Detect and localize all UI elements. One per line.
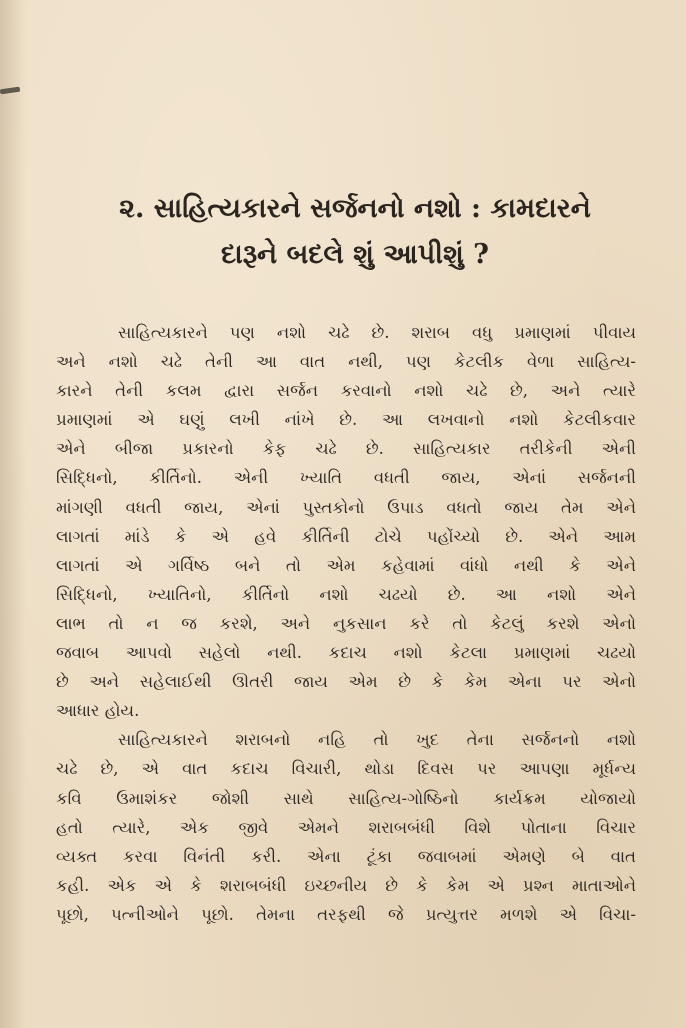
text-line: છે અને સહેલાઈથી ઊતરી જાય એમ છે કે કેમ એના પર એનો	[56, 672, 636, 692]
text-line: લાગતાં માંડે કે એ હવે કીર્તિની ટોચે પહોંચ્યો છે. એને આમ	[56, 526, 636, 546]
text-line: અને નશો ચઢે તેની આ વાત નથી, પણ કેટલીક વેળા સાહિત્ય-	[56, 352, 636, 372]
text-line: કહી. એક એ કે શરાબબંધી ઇચ્છનીય છે કે કેમ એ પ્રશ્ન માતાઓને	[56, 875, 636, 895]
chapter-heading-line-1: ૨. સાહિત્યકારને સર્જનનો નશો : કામદારને	[119, 193, 591, 224]
text-line: આધાર હોય.	[56, 701, 140, 721]
text-line: વ્યક્ત કરવા વિનંતી કરી. એના ટૂંકા જવાબમાં એમણે બે વાત	[56, 846, 636, 866]
text-line: હતો ત્યારે, એક જીવે એમને શરાબબંધી વિશે પોતાના વિચાર	[56, 817, 636, 837]
text-line: કવિ ઉમાશંકર જોશી સાથે સાહિત્ય-ગોષ્ઠિનો કાર્યક્રમ યોજાયો	[56, 788, 636, 808]
text-line: જવાબ આપવો સહેલો નથી. કદાચ નશો કેટલા પ્રમાણમાં ચઢયો	[56, 643, 636, 663]
text-line: ચઢે છે, એ વાત કદાચ વિચારી, થોડા દિવસ પર આપણા મૂર્ધન્ય	[56, 759, 636, 779]
text-line: સાહિત્યકારને પણ નશો ચઢે છે. શરાબ વધુ પ્રમાણમાં પીવાય	[118, 323, 636, 342]
chapter-heading	[60, 186, 650, 278]
chapter-heading-line-2: દારૂને બદલે શું આપીશું ?	[220, 239, 489, 270]
body-text	[56, 318, 636, 929]
text-line: લાગતાં એ ગર્વિષ્ઠ બને તો એમ કહેવામાં વાંધો નથી કે એને	[56, 555, 636, 575]
text-line: માંગણી વધતી જાય, એનાં પુસ્તકોનો ઉપાડ વધતો જાય તેમ એને	[56, 497, 636, 517]
paragraph	[56, 725, 636, 929]
text-line: સાહિત્યકારને શરાબનો નહિ તો ખુદ તેના સર્જનનો નશો	[118, 730, 636, 750]
paragraph	[56, 318, 636, 725]
text-line: લાભ તો ન જ કરશે, અને નુકસાન કરે તો કેટલું કરશે એનો	[56, 613, 636, 633]
text-line: સિદ્ધિનો, કીર્તિનો. એની ખ્યાતિ વધતી જાય, એનાં સર્જનની	[56, 468, 636, 488]
text-line: કારને તેની કલમ દ્વારા સર્જન કરવાનો નશો ચઢે છે, અને ત્યારે	[56, 381, 636, 401]
text-line: પ્રમાણમાં એ ઘણું લખી નાંખે છે. આ લખવાનો નશો કેટલીકવાર	[56, 410, 636, 430]
page-spine-shadow	[0, 0, 26, 1028]
text-line: સિદ્ધિનો, ખ્યાતિનો, કીર્તિનો નશો ચઢયો છે. આ નશો એને	[56, 584, 636, 604]
text-line: પૂછો, પત્નીઓને પૂછો. તેમના તરફથી જે પ્રત્યુત્તર મળશે એ વિચા-	[56, 904, 636, 924]
text-line: એને બીજા પ્રકારનો કેફ ચઢે છે. સાહિત્યકાર તરીકેની એની	[56, 439, 636, 459]
